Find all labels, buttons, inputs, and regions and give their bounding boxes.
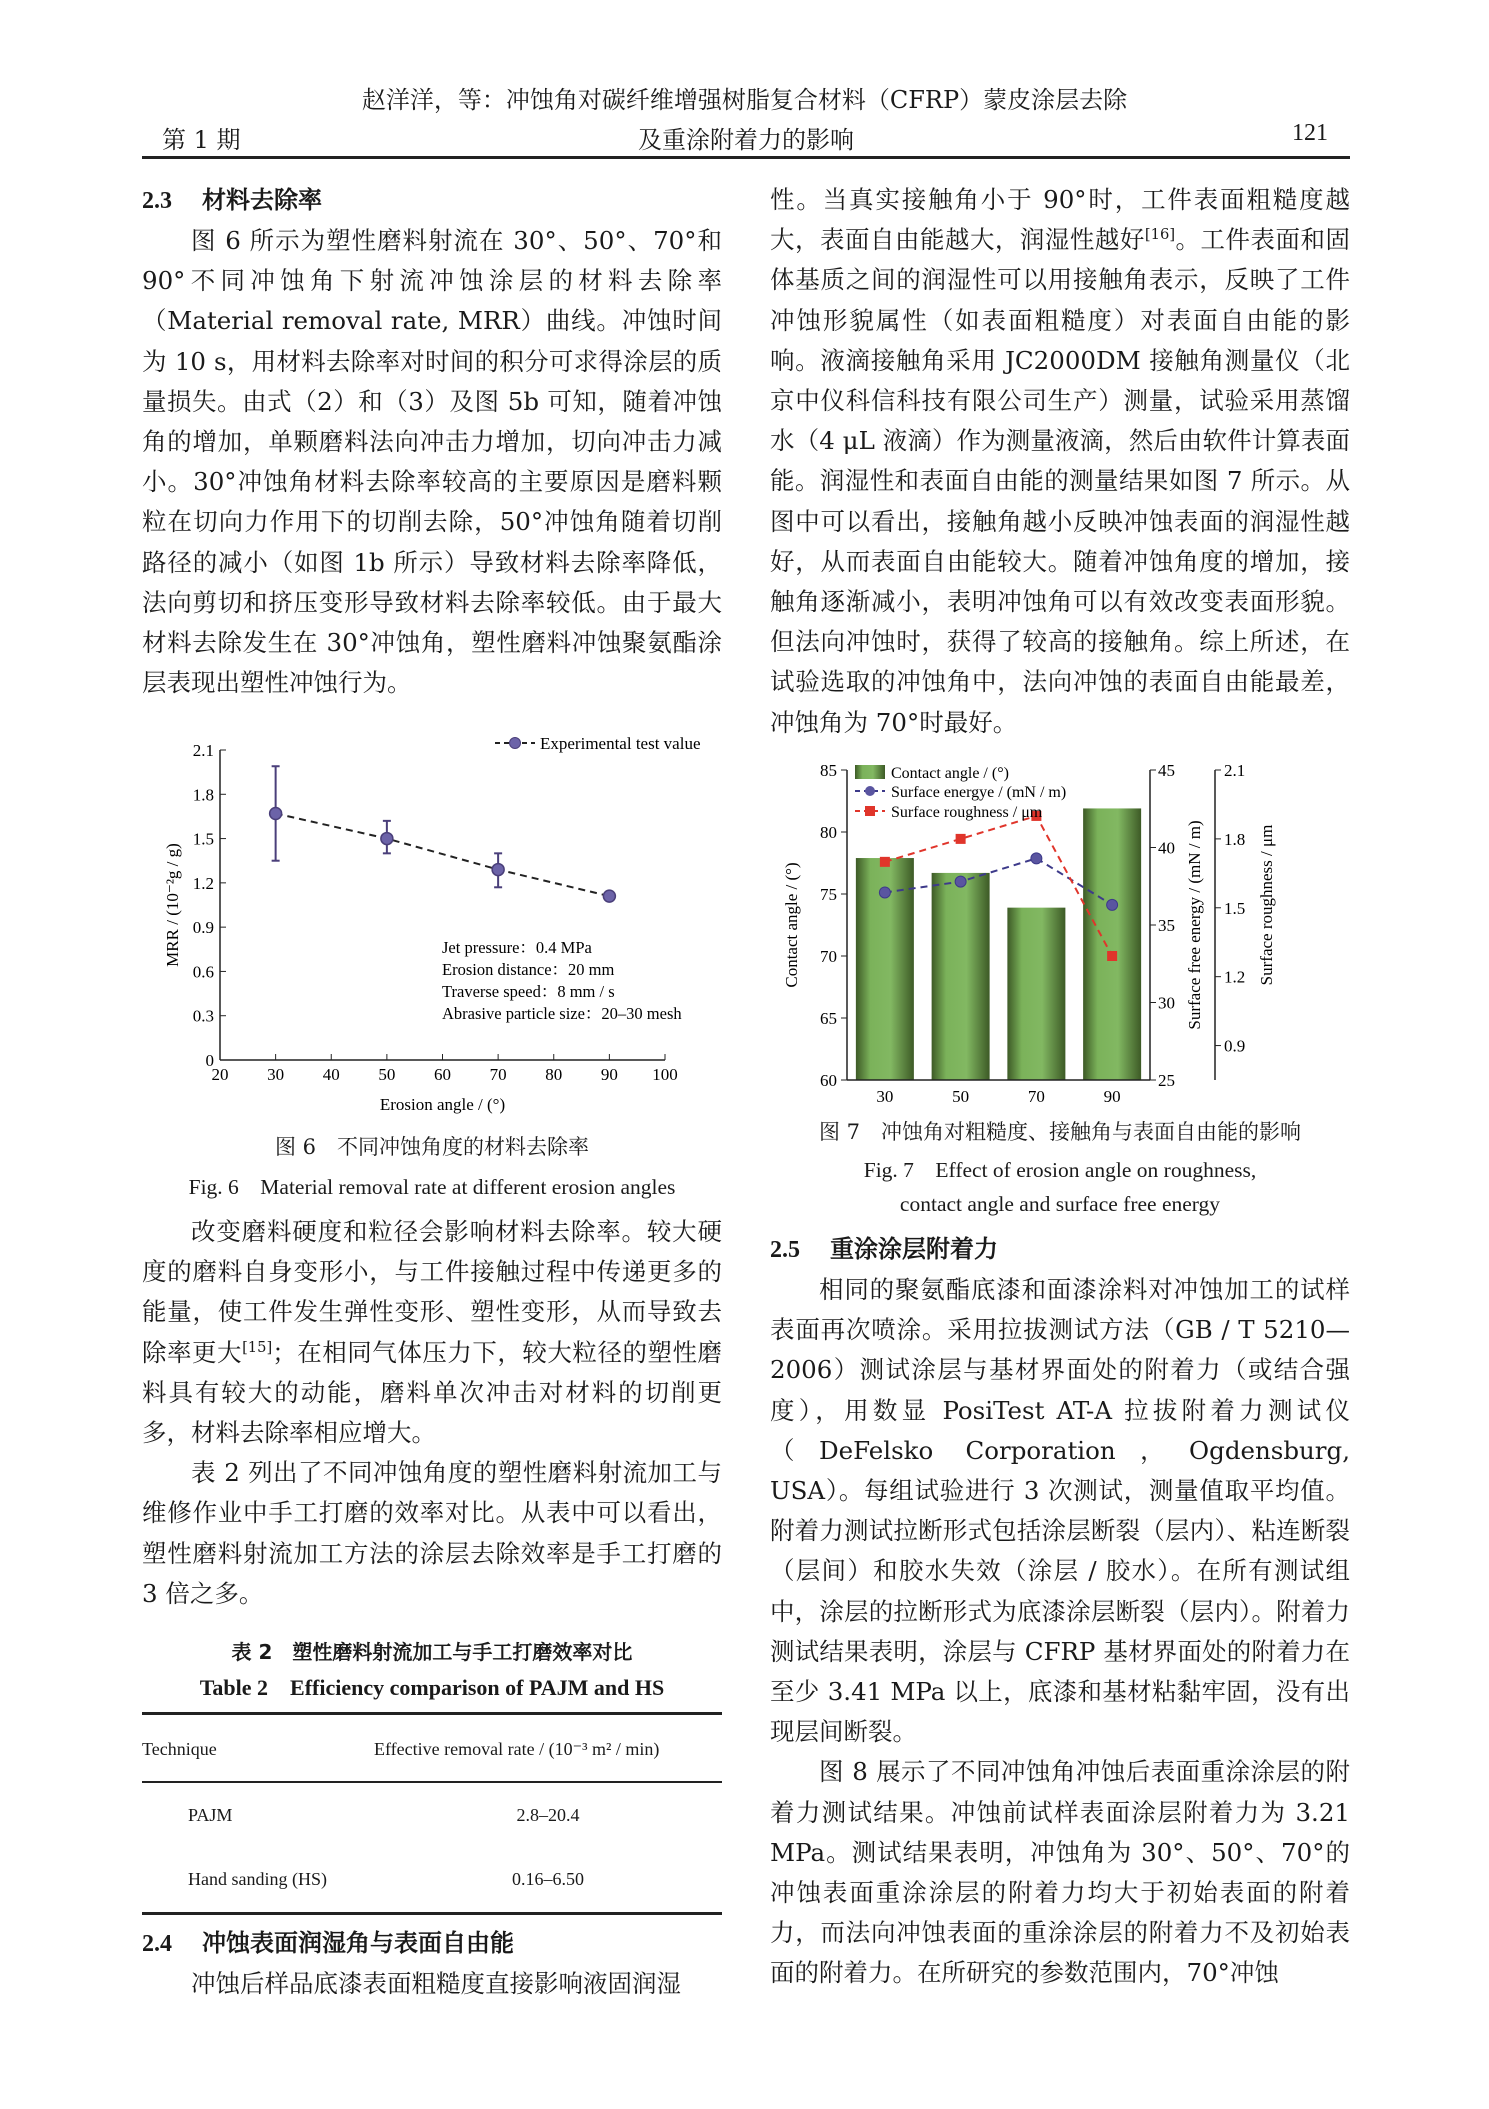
y-axis-label-left: Contact angle / (°) (782, 862, 801, 988)
legend-label: Experimental test value (540, 734, 701, 753)
y-tick-label-left: 80 (820, 823, 837, 842)
y-tick-label-right: 25 (1158, 1071, 1175, 1090)
table-row (142, 1847, 722, 1913)
page-number: 121 (1292, 120, 1328, 146)
section-heading-2-3: 2.3 材料去除率 (142, 186, 322, 214)
cell-technique: Hand sanding (HS) (142, 1847, 374, 1913)
section-heading-2-5: 2.5 重涂涂层附着力 (770, 1235, 998, 1263)
annotation-text: Jet pressure：0.4 MPa (442, 938, 592, 957)
issue-number: 第 1 期 (162, 126, 241, 154)
y-tick-label: 1.5 (192, 829, 214, 849)
legend-label: Surface roughness / μm (891, 804, 1043, 821)
paragraph-wetting-start: 冲蚀后样品底漆表面粗糙度直接影响液固润湿 (191, 1968, 681, 1998)
y-tick-label-left: 65 (820, 1009, 837, 1028)
running-header (142, 120, 1350, 156)
y-tick-label-outer: 1.5 (1224, 898, 1246, 918)
x-tick-label: 30 (876, 1087, 894, 1105)
annotation-text: Traverse speed：8 mm / s (442, 982, 615, 1001)
y-tick-label-right: 45 (1158, 761, 1175, 780)
x-tick-label: 50 (952, 1087, 970, 1105)
cell-rate: 0.16–6.50 (374, 1847, 722, 1913)
table2-efficiency (142, 1712, 722, 1915)
x-tick-label: 70 (1027, 1087, 1045, 1105)
data-point (955, 876, 966, 887)
col-header-rate: Effective removal rate / (10⁻³ m² / min) (374, 1714, 722, 1783)
fig7-caption-en-2: contact angle and surface free energy (899, 1192, 1221, 1216)
annotation-text: Abrasive particle size：20–30 mesh (442, 1004, 682, 1023)
y-tick-label-right: 35 (1158, 916, 1175, 935)
y-tick-label-outer: 1.8 (1224, 829, 1246, 849)
annotation-text: Erosion distance：20 mm (442, 960, 615, 979)
x-tick-label: 30 (267, 1065, 285, 1084)
y-tick-label-right: 30 (1158, 993, 1175, 1013)
y-tick-label-outer: 0.9 (1224, 1036, 1246, 1056)
data-point (879, 887, 890, 898)
y-tick-label-left: 70 (820, 947, 837, 966)
data-point (381, 833, 393, 845)
running-title-line1: 赵洋洋，等：冲蚀角对碳纤维增强树脂复合材料（CFRP）蒙皮涂层去除 (361, 86, 1128, 114)
fig7-plot (782, 761, 1276, 1105)
fig6-caption-en: Fig. 6 Material removal rate at different erosion angles (188, 1175, 676, 1199)
y-axis-label-right: Surface free energy / (mN / m) (1185, 820, 1204, 1030)
bar (1083, 808, 1141, 1080)
right-column-bottom (770, 1115, 1350, 1994)
y-tick-label-outer: 1.2 (1224, 967, 1246, 987)
table2-caption-en: Table 2 Efficiency comparison of PAJM and HS (199, 1675, 665, 1701)
data-point (1107, 899, 1118, 910)
y-axis-label-outer: Surface roughness / μm (1257, 824, 1276, 986)
data-point (270, 807, 282, 819)
table-header-row (142, 1714, 722, 1783)
fig6-plot (163, 734, 701, 1114)
y-tick-label: 0.6 (192, 962, 214, 982)
y-tick-label: 2.1 (192, 741, 214, 760)
left-column-top (142, 180, 722, 703)
table-row (142, 1782, 722, 1847)
header-rule (142, 156, 1350, 159)
running-title-line2: 及重涂附着力的影响 (638, 126, 854, 154)
left-column-mid (142, 1130, 722, 2004)
x-tick-label: 90 (1103, 1087, 1121, 1105)
y-tick-label: 0.9 (192, 918, 214, 938)
data-point (603, 890, 615, 902)
paragraph-adhesion-results: 图 8 展示了不同冲蚀角冲蚀后表面重涂涂层的附着力测试结果。冲蚀前试样表面涂层附着力为 3.21 MPa。测试结果表明，冲蚀角为 30°、50°、70°的冲蚀表面重涂涂层的附着力均大于初始表面的附着力，而法向冲蚀表面的重涂涂层的附着力不及初始表面的附着力。在所研究的参数范围内，70°冲蚀 (770, 1757, 1350, 1988)
cell-rate: 2.8–20.4 (516, 1805, 580, 1826)
x-axis-label: Erosion angle / (°) (379, 1095, 506, 1114)
x-tick-label: 60 (434, 1065, 451, 1084)
x-tick-label: 80 (545, 1065, 563, 1084)
fig7-caption-en-1: Fig. 7 Effect of erosion angle on roughness, (863, 1158, 1257, 1182)
paragraph-wetting: 性。当真实接触角小于 90°时，工件表面粗糙度越大，表面自由能越大，润湿性越好[16]。工件表面和固体基质之间的润湿性可以用接触角表示，反映了工件冲蚀形貌属性（如表面粗糙度）对表面自由能的影响。液滴接触角采用 JC2000DM 接触角测量仪（北京中仪科信科技有限公司生产）测量，试验采用蒸馏水（4 μL 液滴）作为测量液滴，然后由软件计算表面能。润湿性和表面自由能的测量结果如图 7 所示。从图中可以看出，接触角越小反映冲蚀表面的润湿性越好，从而表面自由能较大。随着冲蚀角度的增加，接触角逐渐减小，表明冲蚀角可以有效改变表面形貌。但法向冲蚀时，获得了较高的接触角。综上所述，在试验选取的冲蚀角中，法向冲蚀的表面自由能最差，冲蚀角为 70°时最好。 (770, 185, 1351, 737)
citation-16[interactable]: [16] (1144, 226, 1176, 244)
x-tick-label: 20 (211, 1065, 229, 1084)
y-tick-label-left: 85 (820, 761, 837, 780)
x-tick-label: 70 (489, 1065, 507, 1084)
y-tick-label: 1.2 (192, 873, 214, 893)
section-heading-2-4: 2.4 冲蚀表面润湿角与表面自由能 (142, 1928, 514, 1957)
fig6-mrr-chart (160, 725, 720, 1125)
x-tick-label: 50 (378, 1065, 396, 1084)
y-axis-label: MRR / (10⁻²g / g) (163, 843, 182, 967)
fig7-contact-angle-chart (765, 745, 1375, 1105)
paragraph-adhesion-method: 相同的聚氨酯底漆和面漆涂料对冲蚀加工的试样表面再次喷涂。采用拉拔测试方法（GB / T 5210—2006）测试涂层与基材界面处的附着力（或结合强度），用数显 PosiTest AT-A 拉拔附着力测试仪（DeFelsko Corporation，Ogdensburg, USA）。每组试验进行 3 次测试，测量值取平均值。附着力测试拉断形式包括涂层断裂（层内）、粘连断裂（层间）和胶水失效（涂层 / 胶水）。在所有测试组中，涂层的拉断形式为底漆涂层断裂（层内）。附着力测试结果表明，涂层与 CFRP 基材界面处的附着力在至少 3.41 MPa 以上，底漆和基材粘黏牢固，没有出现层间断裂。 (770, 1275, 1350, 1747)
table2-caption-cn: 表 2 塑性磨料射流加工与手工打磨效率对比 (231, 1640, 633, 1665)
data-point (492, 864, 504, 876)
data-point (956, 834, 966, 844)
cell-technique: PAJM (188, 1805, 233, 1826)
fig7-caption-cn: 图 7 冲蚀角对粗糙度、接触角与表面自由能的影响 (818, 1120, 1302, 1144)
citation-15[interactable]: [15] (242, 1338, 273, 1356)
data-point (880, 857, 890, 867)
y-tick-label-right: 40 (1158, 838, 1175, 858)
y-tick-label: 1.8 (192, 785, 214, 805)
bar (1007, 908, 1065, 1080)
paragraph-mrr: 图 6 所示为塑性磨料射流在 30°、50°、70°和 90°不同冲蚀角下射流冲蚀涂层的材料去除率（Material removal rate, MRR）曲线。冲蚀时间为 10 s，用材料去除率对时间的积分可求得涂层的质量损失。由式（2）和（3）及图 5b 可知，随着冲蚀角的增加，单颗磨料法向冲击力增加，切向冲击力减小。30°冲蚀角材料去除率较高的主要原因是磨料颗粒在切向力作用下的切削去除，50°冲蚀角随着切削路径的减小（如图 1b 所示）导致材料去除率降低，法向剪切和挤压变形导致材料去除率较低。由于最大材料去除发生在 30°冲蚀角，塑性磨料冲蚀聚氨酯涂层表现出塑性冲蚀行为。 (142, 226, 722, 698)
right-column-top (770, 180, 1350, 743)
paragraph-table2-intro: 表 2 列出了不同冲蚀角度的塑性磨料射流加工与维修作业中手工打磨的效率对比。从表中可以看出，塑性磨料射流加工方法的涂层去除效率是手工打磨的 3 倍之多。 (142, 1458, 722, 1608)
y-tick-label: 0.3 (192, 1006, 214, 1026)
y-tick-label: 0 (205, 1051, 214, 1070)
x-tick-label: 100 (652, 1065, 678, 1084)
legend-label: Contact angle / (°) (891, 765, 1009, 782)
legend-label: Surface energye / (mN / m) (891, 784, 1067, 801)
data-point (1107, 951, 1117, 961)
x-tick-label: 40 (322, 1065, 340, 1084)
y-tick-label-outer: 2.1 (1224, 761, 1246, 780)
col-header-technique: Technique (142, 1714, 374, 1783)
data-point (1031, 853, 1042, 864)
fig6-caption-cn: 图 6 不同冲蚀角度的材料去除率 (274, 1135, 590, 1159)
bar (932, 873, 990, 1080)
y-tick-label-left: 60 (820, 1071, 837, 1090)
paragraph-abrasive: 改变磨料硬度和粒径会影响材料去除率。较大硬度的磨料自身变形小，与工件接触过程中传递更多的能量，使工件发生弹性变形、塑性变形，从而导致去除率更大[15]；在相同气体压力下，较大粒径的塑性磨料具有较大的动能，磨料单次冲击对材料的切削更多，材料去除率相应增大。 (142, 1217, 723, 1448)
x-tick-label: 90 (600, 1065, 618, 1084)
y-tick-label-left: 75 (820, 885, 837, 904)
